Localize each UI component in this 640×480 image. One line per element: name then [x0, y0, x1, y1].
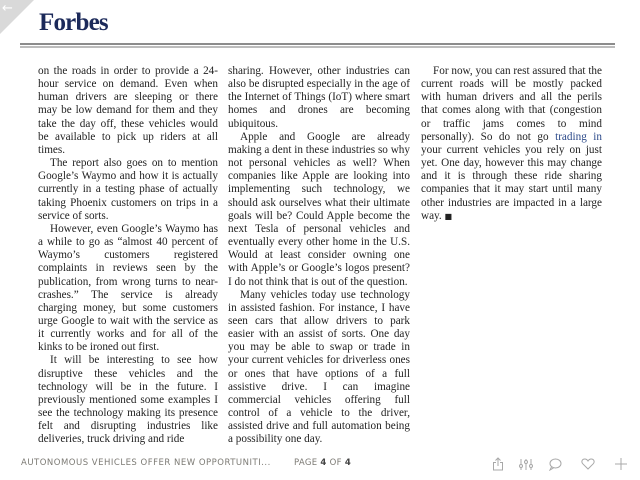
page-current: 4	[320, 458, 327, 468]
publication-logo: Forbes	[39, 9, 108, 36]
paragraph: However, even Google’s Waymo has a while to go as “almost 40 percent of Waymo’s customers registered complaints in reviews seen by the publication, from wrong turns to near-crashes.” The service is already charging money, but some customers urge Google to wait with the service as it currently works and for all of the kinks to be ironed out first.	[38, 222, 218, 354]
plus-icon[interactable]	[612, 455, 630, 473]
heart-icon[interactable]	[579, 455, 597, 473]
paragraph: The report also goes on to mention Google’s Waymo and how it is actually currently in a testing phase of actually taking Phoenix customers on trips in a service of sorts.	[38, 157, 218, 222]
article-title[interactable]: AUTONOMOUS VEHICLES OFFER NEW OPPORTUNITI...	[21, 458, 271, 468]
paragraph: on the roads in order to provide a 24-hour service on demand. Even when human drivers are sleeping or there may be low demand for them and they take the day off, these vehicles would be available to pick up riders at all times.	[38, 65, 218, 156]
end-of-article-mark: ■	[444, 211, 453, 221]
article-column-2	[228, 65, 410, 447]
page-total: 4	[344, 458, 352, 468]
header-divider-secondary	[20, 46, 615, 48]
settings-sliders-icon[interactable]	[517, 455, 535, 473]
paragraph: It will be interesting to see how disruptive these vehicles and the technology will be in the future. I previously mentioned some examples I see the technology making its presence felt and disrupting industries like deliveries, truck driving and ride	[38, 354, 218, 446]
header-divider	[20, 43, 615, 45]
page-of: OF	[329, 458, 342, 468]
paragraph-text: your current vehicles you rely on just yet. One day, however this may change and it is through these ride sharing companies that it may start until many other industries are impacted in a large way.	[421, 143, 602, 222]
footer-bar	[0, 455, 640, 475]
back-arrow-icon[interactable]: ←	[2, 1, 13, 16]
trading-in-link[interactable]: trading in	[555, 130, 602, 143]
article-column-1	[38, 65, 218, 447]
paragraph	[421, 65, 602, 223]
page-label: PAGE	[294, 458, 318, 468]
paragraph: sharing. However, other industries can also be disrupted especially in the age of the Internet of Things (IoT) where smart homes and drones are becoming ubiquitous.	[228, 65, 410, 130]
paragraph: Many vehicles today use technology in assisted fashion. For instance, I have seen cars that allow drivers to park easier with an assist of sorts. One day you may be able to swap or trade in your current vehicles for driverless ones or ones that have options of a full assistive drive. I can imagine commercial vehicles offering full control of a vehicle to the driver, assisted drive and full automation being a possibility one day.	[228, 288, 410, 446]
paragraph-text: For now, you can rest assured that the current roads will be mostly packed with human drivers and all the perils that comes along with that (congestion or traffic jams comes to mind personally). So do not go	[421, 65, 602, 143]
share-icon[interactable]	[489, 455, 507, 473]
comment-icon[interactable]	[546, 455, 564, 473]
paragraph: Apple and Google are already making a dent in these industries so why not personal vehicles as well? When companies like Apple are looking into implementing such technology, we should ask ourselves what their ultimate goals will be? Could Apple become the next Tesla of personal vehicles and eventually every other home in the U.S. Would at least consider owning one with Apple’s or Google’s logos present? I do not think that is out of the question.	[228, 130, 410, 288]
article-column-3	[421, 65, 602, 223]
page-indicator	[294, 458, 351, 468]
